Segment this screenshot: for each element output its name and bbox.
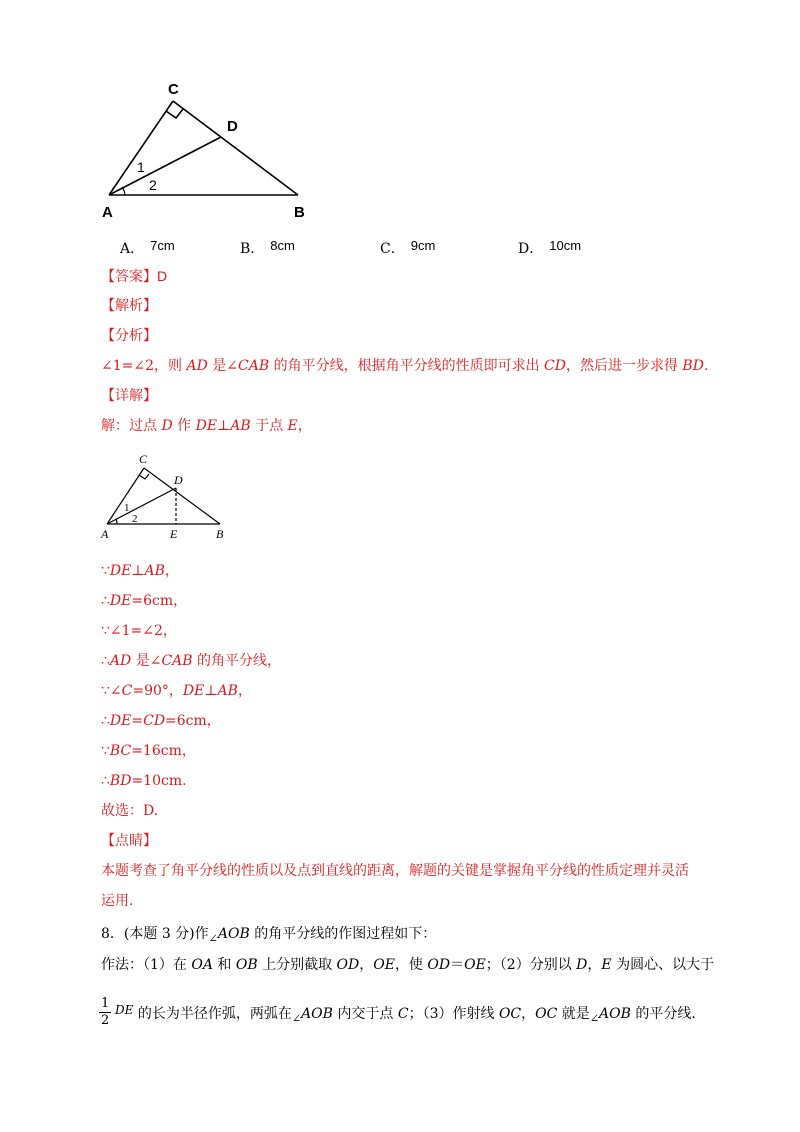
label-A: A (102, 204, 113, 221)
step-8-BD: BD (109, 773, 132, 789)
label-angle-2: 2 (132, 513, 138, 525)
right-angle-mark (139, 474, 149, 479)
side-AC (109, 101, 173, 195)
step-4-CAB: CAB (161, 653, 193, 669)
fenxi-AD: AD (186, 358, 208, 374)
label-D: D (227, 118, 238, 135)
angle-symbol: ∠ (208, 932, 218, 945)
fenxi-p1: ∠1=∠2，则 (101, 358, 187, 374)
step-5 (101, 681, 252, 701)
angle-symbol: ∠ (589, 1012, 600, 1025)
step-6-DE: DE (109, 713, 132, 729)
dianjing-line-2: 运用. (101, 893, 134, 909)
step-2-pre: ∴ (101, 593, 110, 609)
q8-line-3 (115, 1004, 696, 1025)
step-5-C: C (121, 683, 133, 699)
q8-l2e: ，使 (394, 957, 428, 973)
step-1-post: ， (164, 563, 179, 579)
step-6-post: =6cm， (165, 713, 221, 729)
step-5-DE: DE (182, 683, 205, 699)
option-b-letter: B． (240, 241, 265, 257)
option-a-value: 7cm (150, 238, 175, 253)
q8-l2c: 上分别截取 (257, 957, 337, 973)
fenxi-CAB: CAB (238, 358, 270, 374)
step-1-AB: AB (144, 563, 165, 579)
q8-C: C (397, 1006, 409, 1022)
triangle-figure-1 (100, 74, 330, 224)
q8-OC2: OC (535, 1006, 558, 1022)
detail-D: D (161, 418, 173, 434)
fenxi-tag: 【分析】 (101, 328, 157, 344)
option-d (518, 238, 581, 258)
q8-l3c: ；（3）作射线 (408, 1006, 499, 1022)
q8-l2eq: ＝ (450, 957, 465, 973)
detail-perp: ⊥ (217, 418, 231, 434)
q8-line-1 (101, 924, 436, 945)
q8-OD2: OD (427, 957, 451, 973)
label-C: C (139, 452, 148, 466)
step-9: 故选：D. (101, 803, 159, 819)
step-5-pre: ∵∠ (101, 683, 122, 699)
q8-OE2: OE (464, 957, 486, 973)
step-7-post: =16cm， (131, 743, 196, 759)
q8-OC: OC (498, 1006, 522, 1022)
option-a-letter: A． (120, 241, 145, 257)
step-7-BC: BC (109, 743, 132, 759)
q8-D: D (576, 957, 588, 973)
option-c-value: 9cm (410, 238, 436, 253)
step-6-CD: CD (143, 713, 166, 729)
option-b-value: 8cm (270, 238, 295, 253)
answer-tag: 【答案】 (101, 269, 157, 285)
label-D: D (174, 473, 183, 487)
step-4-mid: 是∠ (131, 653, 162, 669)
step-8-pre: ∴ (101, 773, 110, 789)
q8-line-2 (101, 955, 714, 975)
option-a (120, 238, 175, 258)
q8-l1b: 的角平分线的作图过程如下： (249, 926, 437, 942)
detail-p2: 作 (172, 418, 196, 434)
q8-l2a: 作法：（1）在 (101, 957, 192, 973)
segment-AD (109, 137, 221, 195)
detail-tag: 【详解】 (101, 388, 157, 404)
q8-OB: OB (235, 957, 258, 973)
step-5-perp: ⊥ (204, 683, 218, 699)
answer-value: D (157, 268, 168, 284)
detail-DE: DE (195, 418, 218, 434)
option-b (240, 238, 295, 258)
step-6 (101, 711, 221, 731)
step-1 (101, 561, 179, 581)
answer-line (101, 266, 167, 287)
q8-l3a: 的长为半径作弧，两弧在 (133, 1006, 292, 1022)
step-1-perp: ⊥ (131, 563, 145, 579)
option-d-letter: D． (518, 241, 544, 257)
dianjing-tag: 【点睛】 (101, 833, 157, 849)
fenxi-text (101, 356, 708, 376)
q8-AOB3: AOB (599, 1006, 631, 1022)
fenxi-CD: CD (544, 358, 566, 374)
detail-p1: 解：过点 (101, 418, 162, 434)
detail-AB: AB (230, 418, 251, 434)
fenxi-p5: . (703, 358, 709, 374)
q8-AOB: AOB (217, 926, 250, 942)
q8-l3b: 内交于点 (332, 1006, 398, 1022)
step-4-pre: ∴ (101, 653, 110, 669)
step-7-pre: ∵ (101, 743, 110, 759)
q8-OD: OD (336, 957, 360, 973)
step-4-AD: AD (109, 653, 132, 669)
fenxi-p4: ，然后进一步求得 (565, 358, 683, 374)
step-1-pre: ∵ (101, 563, 110, 579)
segment-AD (107, 488, 176, 524)
step-8 (101, 771, 187, 791)
option-c (380, 238, 435, 258)
q8-l2b: 和 (212, 957, 236, 973)
detail-text (101, 416, 312, 436)
label-C: C (168, 81, 179, 98)
fenxi-p3: 的角平分线，根据角平分线的性质即可求出 (269, 358, 545, 374)
side-CB (173, 101, 298, 195)
angle-symbol: ∠ (291, 1012, 302, 1025)
step-5-post: ， (237, 683, 252, 699)
step-2-post: =6cm， (131, 593, 188, 609)
fraction-one-half (99, 996, 111, 1029)
label-B: B (294, 204, 305, 221)
label-angle-1: 1 (137, 159, 145, 175)
step-1-DE: DE (109, 563, 132, 579)
option-d-value: 10cm (549, 238, 582, 253)
q8-l2d: ， (359, 957, 374, 973)
q8-l2f: ；（2）分别以 (485, 957, 577, 973)
step-6-pre: ∴ (101, 713, 110, 729)
q8-OE: OE (373, 957, 395, 973)
q8-l3d: ， (521, 1006, 536, 1022)
fenxi-BD: BD (682, 358, 704, 374)
q8-l3f: 的平分线. (630, 1006, 696, 1022)
step-8-post: =10cm. (131, 773, 187, 789)
q8-E: E (601, 957, 612, 973)
step-6-eq: = (131, 713, 144, 729)
fenxi-p2: 是∠ (207, 358, 238, 374)
q8-l2g: ， (587, 957, 602, 973)
triangle-figure-2 (98, 448, 238, 544)
step-4-post: 的角平分线， (192, 653, 282, 669)
q8-l2h: 为圆心、以大于 (611, 957, 715, 973)
label-E: E (170, 527, 178, 541)
step-7 (101, 741, 196, 761)
q8-DE: DE (115, 1003, 134, 1017)
label-A: A (101, 527, 109, 541)
step-4 (101, 651, 281, 671)
label-angle-1: 1 (124, 502, 130, 514)
step-3: ∵∠1=∠2， (101, 623, 177, 639)
label-angle-2: 2 (149, 177, 157, 193)
q8-l1a: 8．(本题 3 分)作 (101, 926, 209, 942)
fraction-denominator: 2 (101, 1013, 110, 1028)
angle-arc (116, 519, 117, 524)
step-5-AB: AB (217, 683, 238, 699)
q8-OA: OA (191, 957, 213, 973)
detail-p3: 于点 (250, 418, 288, 434)
side-AC (107, 468, 144, 524)
right-angle-mark (166, 109, 183, 118)
q8-AOB2: AOB (301, 1006, 333, 1022)
label-B: B (216, 527, 224, 541)
detail-p4: ， (297, 418, 312, 434)
detail-E: E (287, 418, 298, 434)
step-2 (101, 591, 187, 611)
fraction-numerator: 1 (101, 996, 110, 1011)
q8-l3e: 就是 (557, 1006, 590, 1022)
dianjing-line-1: 本题考查了角平分线的性质以及点到直线的距离，解题的关键是掌握角平分线的性质定理并灵活 (101, 863, 689, 879)
step-5-mid: =90°， (132, 683, 183, 699)
step-2-DE: DE (109, 593, 132, 609)
option-c-letter: C． (380, 241, 405, 257)
analysis-tag: 【解析】 (101, 298, 157, 314)
